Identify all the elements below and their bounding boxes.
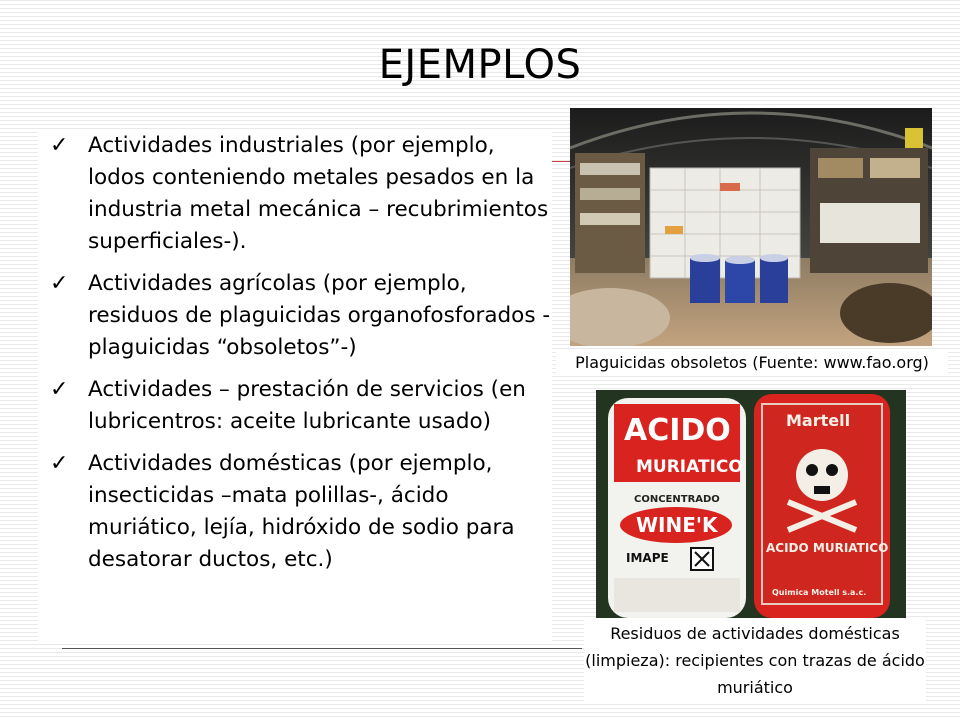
bullet-text: Actividades domésticas (por ejemplo, insecticidas –mata polillas-, ácido muriático, lejía, hidróxido de sodio para desatorar ductos, etc.): [88, 451, 515, 572]
warehouse-caption: Plaguicidas obsoletos (Fuente: www.fao.org): [556, 352, 948, 374]
checkmark-icon: ✓: [50, 451, 69, 476]
bullet-panel: [38, 130, 552, 642]
checkmark-icon: ✓: [50, 271, 69, 296]
bottles-illustration: [596, 390, 906, 618]
warehouse-photo: [570, 108, 932, 346]
bullet-item: [38, 448, 552, 576]
checkmark-icon: ✓: [50, 377, 69, 402]
bullet-item: [38, 268, 552, 364]
left-bottle-maker: IMAPE: [626, 551, 669, 565]
divider-line: [62, 648, 582, 649]
bottles-caption: Residuos de actividades domésticas (limpieza): recipientes con trazas de ácido muriático: [584, 620, 926, 701]
bullet-list: [38, 130, 552, 576]
left-bottle-brand: WINE'K: [636, 513, 718, 537]
left-bottle-label-3: CONCENTRADO: [634, 494, 720, 505]
bullet-item: [38, 374, 552, 438]
left-bottle-label-1: ACIDO: [624, 413, 731, 448]
right-bottle-maker: Quimica Motell s.a.c.: [772, 588, 867, 597]
bullet-text: Actividades – prestación de servicios (en lubricentros: aceite lubricante usado): [88, 377, 526, 434]
right-bottle-name: ACIDO MURIATICO: [766, 541, 889, 555]
right-bottle-brand: Martell: [786, 411, 851, 430]
warehouse-illustration: [570, 108, 932, 346]
checkmark-icon: ✓: [50, 133, 69, 158]
bullet-item: [38, 130, 552, 258]
left-bottle-label-2: MURIATICO: [636, 457, 743, 477]
slide-title: EJEMPLOS: [378, 42, 582, 88]
bullet-text: Actividades industriales (por ejemplo, lodos conteniendo metales pesados en la industria metal mecánica – recubrimientos superficiales-).: [88, 133, 549, 254]
bullet-text: Actividades agrícolas (por ejemplo, residuos de plaguicidas organofosforados -plaguicidas “obsoletos”-): [88, 271, 551, 360]
bottles-photo: [596, 390, 906, 618]
